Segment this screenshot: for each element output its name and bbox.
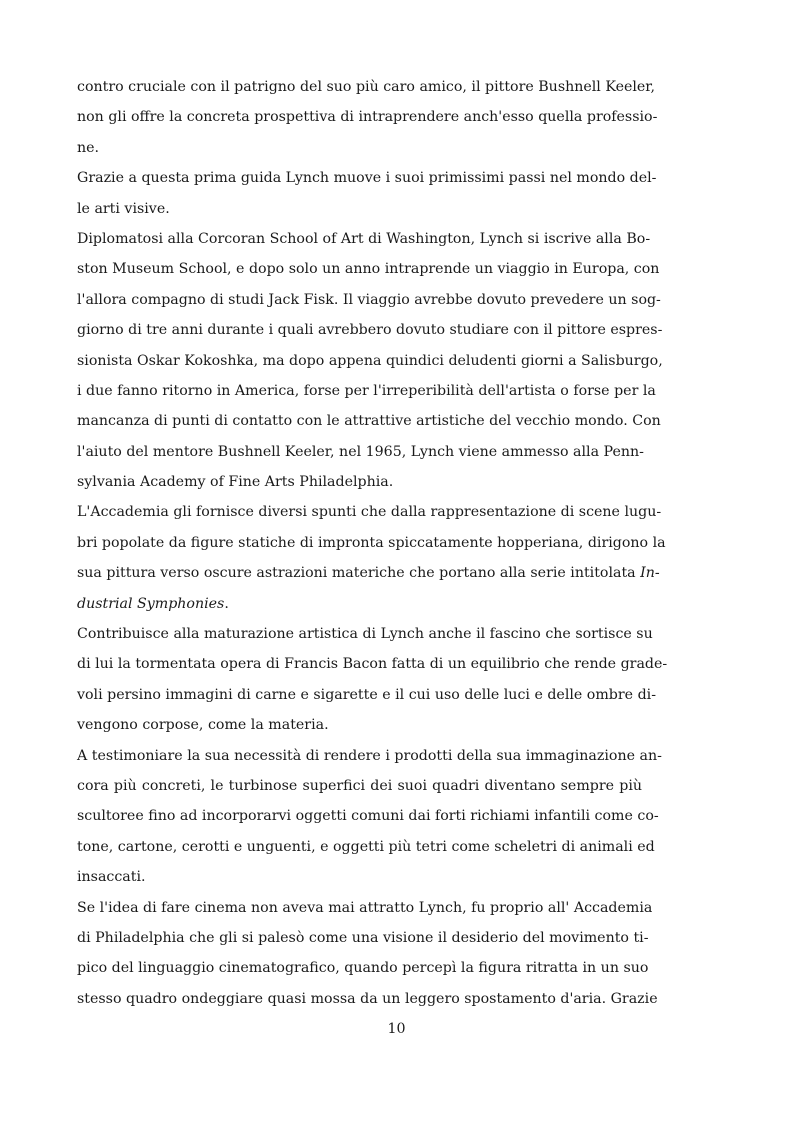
line-text: stesso quadro ondeggiare quasi mossa da un leggero spostamento d'aria. Grazie bbox=[77, 990, 658, 1007]
text-line bbox=[77, 102, 658, 132]
text-line bbox=[77, 832, 655, 862]
line-text: voli persino immagini di carne e sigarette e il cui uso delle luci e delle ombre di- bbox=[77, 686, 656, 703]
line-text: vengono corpose, come la materia. bbox=[77, 717, 329, 734]
line-text: ne. bbox=[77, 139, 100, 156]
line-text: . bbox=[224, 595, 229, 612]
line-text: sylvania Academy of Fine Arts Philadelphia. bbox=[77, 474, 394, 491]
text-line bbox=[77, 953, 649, 983]
line-text: Grazie a questa prima guida Lynch muove i suoi primissimi passi nel mondo del- bbox=[77, 170, 657, 187]
text-line bbox=[77, 558, 660, 588]
text-line bbox=[77, 285, 661, 315]
line-text: mancanza di punti di contatto con le attrattive artistiche del vecchio mondo. Con bbox=[77, 413, 661, 430]
line-text: non gli offre la concreta prospettiva di intraprendere anch'esso quella professio- bbox=[77, 109, 658, 126]
text-line bbox=[77, 923, 649, 953]
italic-title: dustrial Symphonies bbox=[77, 595, 225, 612]
line-text: i due fanno ritorno in America, forse per l'irreperibilità dell'artista o forse per la bbox=[77, 382, 656, 399]
line-text: scultoree fino ad incorporarvi oggetti comuni dai forti richiami infantili come co- bbox=[77, 808, 659, 825]
text-line bbox=[77, 467, 642, 497]
text-line bbox=[77, 163, 657, 193]
text-line bbox=[77, 528, 666, 558]
line-text: Se l'idea di fare cinema non aveva mai attratto Lynch, fu proprio all' Accademia bbox=[77, 899, 653, 916]
line-text: le arti visive. bbox=[77, 200, 170, 217]
text-line bbox=[77, 589, 642, 619]
text-line bbox=[77, 254, 660, 284]
text-line bbox=[77, 133, 642, 163]
text-line bbox=[77, 984, 658, 1014]
body-text bbox=[77, 72, 668, 1014]
line-text: sionista Oskar Kokoshka, ma dopo appena quindici deludenti giorni a Salisburgo, bbox=[77, 352, 663, 369]
line-text: pico del linguaggio cinematografico, quando percepì la figura ritratta in un suo bbox=[77, 960, 649, 977]
text-line bbox=[77, 72, 656, 102]
line-text: tone, cartone, cerotti e unguenti, e oggetti più tetri come scheletri di animali ed bbox=[77, 838, 655, 855]
text-line bbox=[77, 893, 653, 923]
line-text: di Philadelphia che gli si palesò come una visione il desiderio del movimento ti- bbox=[77, 929, 649, 946]
line-text: L'Accademia gli fornisce diversi spunti che dalla rappresentazione di scene lugu- bbox=[77, 504, 662, 521]
line-text: Contribuisce alla maturazione artistica di Lynch anche il fascino che sortisce su bbox=[77, 626, 653, 643]
text-line bbox=[77, 194, 642, 224]
text-line bbox=[77, 801, 659, 831]
page-number: 10 bbox=[387, 1021, 406, 1037]
text-line bbox=[77, 346, 663, 376]
line-text: insaccati. bbox=[77, 869, 146, 886]
line-text: A testimoniare la sua necessità di rendere i prodotti della sua immaginazione an- bbox=[77, 747, 662, 764]
text-line bbox=[77, 224, 651, 254]
text-line bbox=[77, 406, 661, 436]
line-text: di lui la tormentata opera di Francis Bacon fatta di un equilibrio che rende grade- bbox=[77, 656, 668, 673]
text-line bbox=[77, 376, 656, 406]
text-line bbox=[77, 649, 668, 679]
text-line bbox=[77, 619, 653, 649]
text-line bbox=[77, 680, 656, 710]
line-text: l'aiuto del mentore Bushnell Keeler, nel 1965, Lynch viene ammesso alla Penn- bbox=[77, 443, 644, 460]
line-text: bri popolate da figure statiche di impronta spiccatamente hopperiana, dirigono la bbox=[77, 534, 666, 551]
line-text: giorno di tre anni durante i quali avrebbero dovuto studiare con il pittore espres- bbox=[77, 322, 663, 339]
text-line bbox=[77, 437, 642, 467]
line-text: cora più concreti, le turbinose superfici dei suoi quadri diventano sempre più bbox=[77, 777, 642, 794]
text-line bbox=[77, 771, 642, 801]
line-text: Diplomatosi alla Corcoran School of Art di Washington, Lynch si iscrive alla Bo- bbox=[77, 230, 651, 247]
line-text: ston Museum School, e dopo solo un anno intraprende un viaggio in Europa, con bbox=[77, 261, 660, 278]
text-line bbox=[77, 497, 662, 527]
italic-title: In- bbox=[640, 565, 660, 582]
line-text: sua pittura verso oscure astrazioni materiche che portano alla serie intitolata bbox=[77, 565, 636, 582]
line-text: contro cruciale con il patrigno del suo più caro amico, il pittore Bushnell Keeler, bbox=[77, 79, 656, 95]
text-line bbox=[77, 862, 642, 892]
line-text: l'allora compagno di studi Jack Fisk. Il viaggio avrebbe dovuto prevedere un sog- bbox=[77, 291, 661, 308]
text-line bbox=[77, 710, 642, 740]
text-line bbox=[77, 741, 662, 771]
text-line bbox=[77, 315, 663, 345]
